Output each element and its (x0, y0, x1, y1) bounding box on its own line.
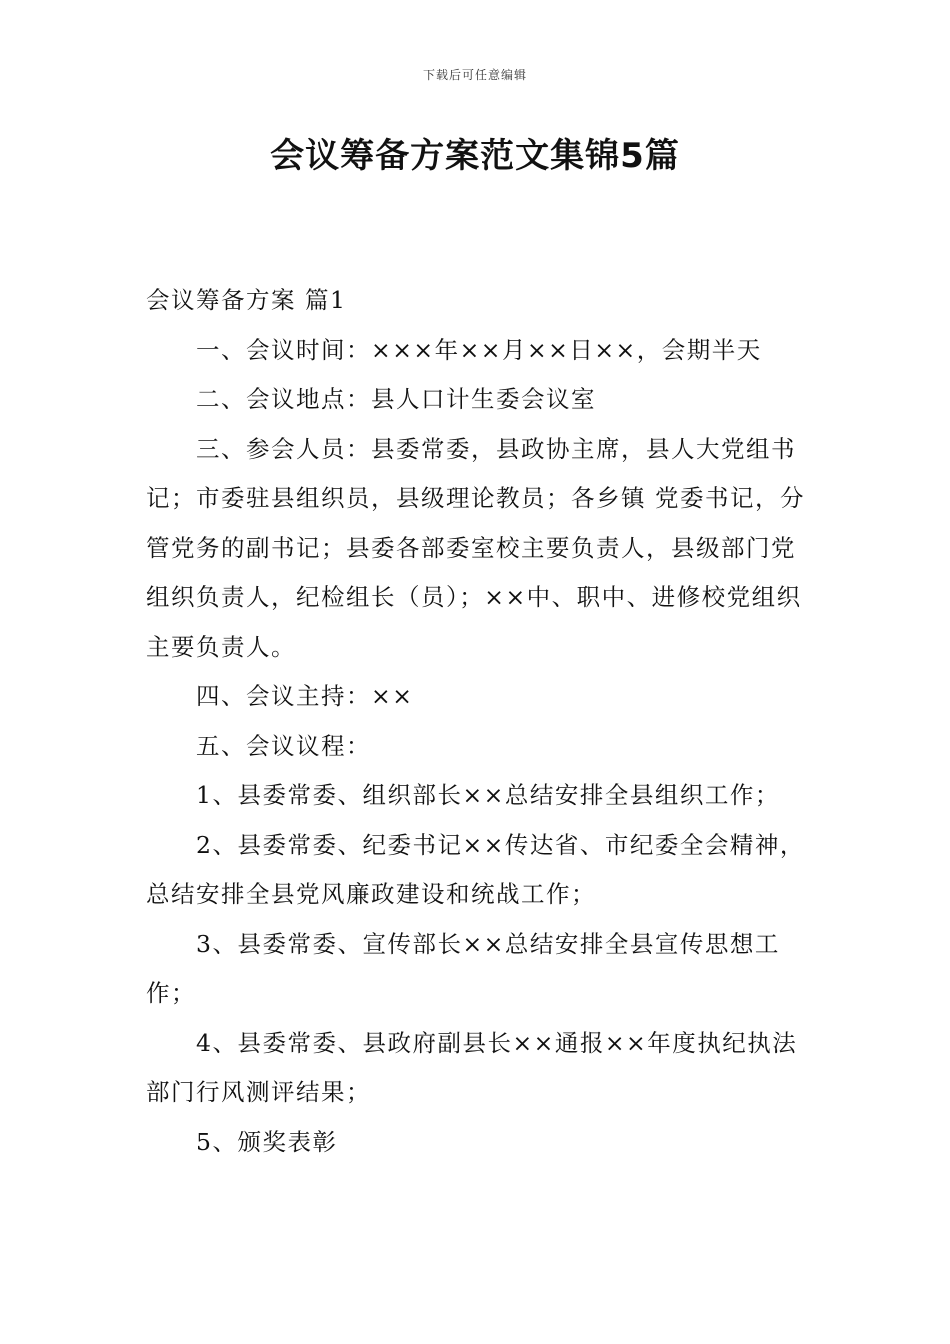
paragraph-meeting-location: 二、会议地点：县人口计生委会议室 (196, 385, 596, 413)
document-title: 会议筹备方案范文集锦5篇 (270, 136, 680, 176)
paragraph-agenda-heading: 五、会议议程： (196, 731, 371, 760)
agenda-item-3: 3、县委常委、宣传部长××总结安排全县宣传思想工作； (146, 929, 780, 1007)
page-header-note: 下载后可任意编辑 (422, 68, 527, 82)
paragraph-host: 四、会议主持：×× (196, 682, 414, 710)
document-body (146, 276, 816, 1167)
paragraph-meeting-time: 一、会议时间：×××年××月××日××，会期半天 (196, 335, 762, 364)
paragraph-attendees: 三、参会人员：县委常委，县政协主席，县人大党组书记；市委驻县组织员，县级理论教员；各乡镇 党委书记，分管党务的副书记；县委各部委室校主要负责人，县级部门党组织负责人，纪检组长（员）；××中、职中、进修校党组织主要负责人。 (146, 434, 805, 661)
agenda-item-1: 1、县委常委、组织部长××总结安排全县组织工作； (196, 781, 780, 809)
agenda-item-4: 4、县委常委、县政府副县长××通报××年度执纪执法部门行风测评结果； (146, 1028, 798, 1106)
agenda-item-5: 5、颁奖表彰 (196, 1127, 338, 1156)
agenda-item-2: 2、县委常委、纪委书记××传达省、市纪委全会精神，总结安排全县党风廉政建设和统战工作； (146, 830, 805, 908)
section-heading: 会议筹备方案 篇1 (146, 286, 347, 314)
